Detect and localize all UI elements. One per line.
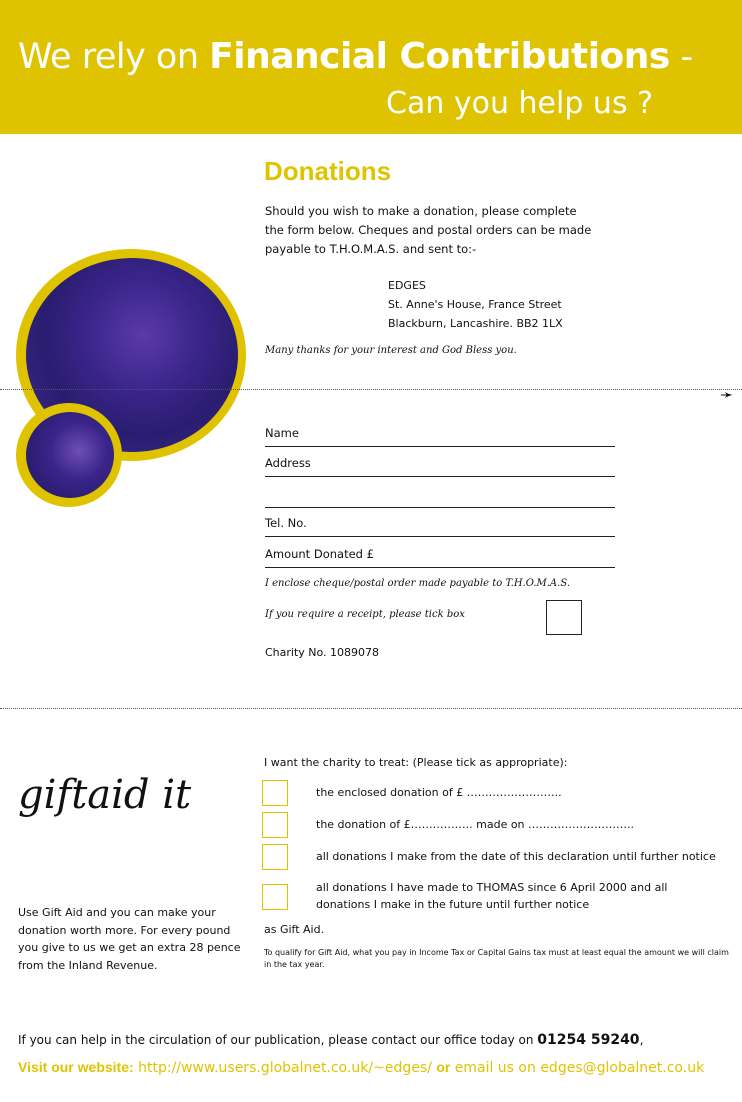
name-field[interactable] [265, 426, 615, 447]
circulation-message: If you can help in the circulation of our publication, please contact our office today on [18, 1033, 538, 1047]
circulation-text [18, 1032, 643, 1048]
address-field[interactable] [265, 456, 615, 477]
cut-line-2 [0, 708, 742, 709]
donations-paragraph: Should you wish to make a donation, please complete the form below. Cheques and postal orders can be made payable to T.H.O.M.A.S. and sent to:- [265, 204, 592, 256]
enclose-note: I enclose cheque/postal order made payable to T.H.O.M.A.S. [265, 578, 571, 589]
banner-line1 [18, 36, 693, 77]
thanks-note: Many thanks for your interest and God Bless you. [265, 345, 517, 356]
decorative-circle-small-fill [26, 412, 114, 498]
giftaid-description: Use Gift Aid and you can make your donation worth more. For every pound you give to us we get an extra 28 pence from the Inland Revenue. [18, 906, 241, 972]
option-checkbox[interactable] [262, 812, 288, 838]
address-field-line2[interactable] [265, 487, 615, 508]
as-gift-aid: as Gift Aid. [264, 923, 325, 936]
option-label: the donation of £…………….. made on ……………………….. [316, 818, 635, 831]
phone-suffix: , [639, 1033, 644, 1047]
option-label: all donations I make from the date of this declaration until further notice [316, 850, 716, 863]
small-print: To qualify for Gift Aid, what you pay in Income Tax or Capital Gains tax must at least equal the amount we will claim in the tax year. [264, 948, 729, 969]
address-line: Blackburn, Lancashire. BB2 1LX [388, 317, 563, 330]
website-link[interactable]: http://www.users.globalnet.co.uk/~edges/ [138, 1060, 432, 1076]
receipt-note: If you require a receipt, please tick box [265, 609, 465, 620]
banner-bold: Financial Contributions [209, 36, 670, 77]
tel-field[interactable] [265, 516, 615, 537]
giftaid-logo: giftaid it [18, 772, 192, 818]
scissors-icon: ➛ [720, 385, 734, 404]
option-label: the enclosed donation of £ …………………….. [316, 786, 562, 799]
amount-label: Amount Donated £ [265, 547, 374, 561]
banner-line2: Can you help us ? [386, 86, 654, 121]
or-text: or [436, 1059, 451, 1075]
charity-number: Charity No. 1089078 [265, 646, 380, 659]
amount-field[interactable] [265, 547, 615, 568]
cut-line [0, 389, 742, 390]
option-label: all donations I have made to THOMAS since 6 April 2000 and all donations I make in the future until further notice [316, 881, 668, 911]
donations-heading: Donations [264, 156, 392, 186]
tel-label: Tel. No. [265, 516, 307, 530]
phone-number: 01254 59240 [537, 1032, 640, 1048]
option-checkbox[interactable] [262, 780, 288, 806]
receipt-checkbox[interactable] [546, 600, 582, 635]
website-label: Visit our website: [18, 1059, 134, 1075]
option-checkbox[interactable] [262, 884, 288, 910]
email-link[interactable]: email us on edges@globalnet.co.uk [454, 1060, 705, 1076]
address-line: St. Anne's House, France Street [388, 298, 562, 311]
option-checkbox[interactable] [262, 844, 288, 870]
website-line [18, 1059, 704, 1076]
name-label: Name [265, 426, 299, 440]
postal-address [388, 276, 563, 333]
address-line: EDGES [388, 279, 426, 292]
banner-suffix: - [669, 37, 693, 77]
address-label: Address [265, 456, 311, 470]
banner-prefix: We rely on [18, 37, 199, 77]
treat-label: I want the charity to treat: (Please tick as appropriate): [264, 756, 568, 769]
